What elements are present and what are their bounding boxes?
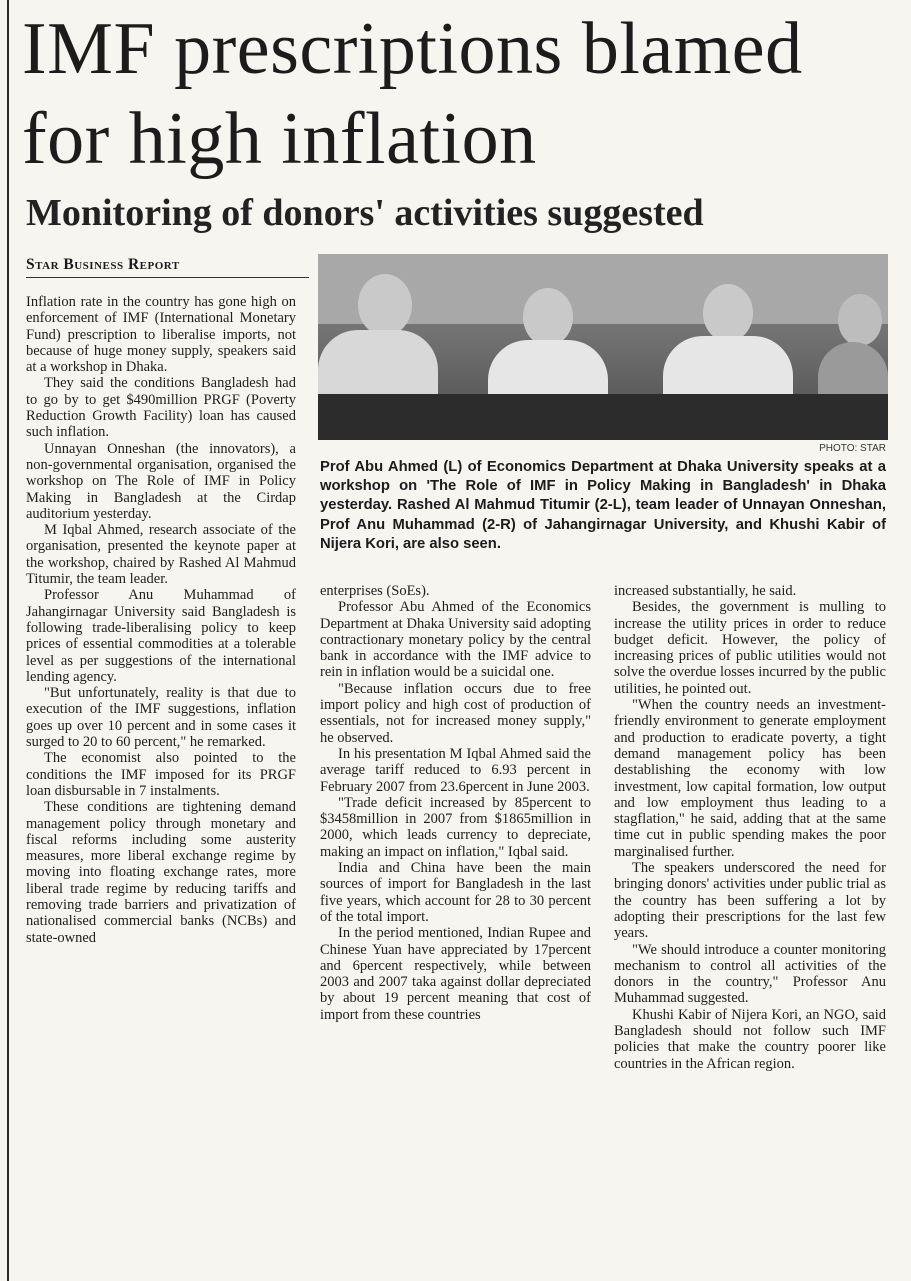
paragraph: Professor Abu Ahmed of the Economics Department at Dhaka University said adopting contractionary monetary policy by the central bank in accordance with the IMF advice to rein in inflation would be a suicidal one. (320, 599, 591, 681)
paragraph: enterprises (SoEs). (320, 583, 430, 599)
paragraph: "Trade deficit increased by 85percent to $3458million in 2007 from $1865million in 2000, which leads currency to depreciate, making an impact on inflation," Iqbal said. (320, 794, 591, 860)
column-rule (7, 0, 9, 1281)
article-column-1 (26, 294, 296, 946)
photo-credit: PHOTO: STAR (819, 443, 886, 454)
paragraph: Besides, the government is mulling to increase the utility prices in order to reduce budget deficit. However, the policy of increasing prices of public utilities would not solve the overdue losses incurred by the public utilities, he pointed out. (614, 599, 886, 697)
paragraph: Khushi Kabir of Nijera Kori, an NGO, said Bangladesh should not follow such IMF policies that make the country poorer like countries in the African region. (614, 1006, 886, 1072)
workshop-photo (318, 254, 888, 440)
paragraph: Inflation rate in the country has gone high on enforcement of IMF (International Monetary Fund) prescription to liberalise imports, not because of huge money supply, speakers said at a workshop in Dhaka. (26, 294, 296, 376)
paragraph: These conditions are tightening demand management policy through monetary and fiscal reforms including some austerity measures, more liberal exchange regime by moving into floating exchange rates, more liberal trade regime by reducing tariffs and removing trade barriers and privatization of nationalised commercial banks (NCBs) and state-owned (26, 799, 296, 946)
paragraph: "We should introduce a counter monitoring mechanism to control all activities of the donors in the country," Professor Anu Muhammad suggested. (614, 941, 886, 1007)
photo-caption: Prof Abu Ahmed (L) of Economics Department at Dhaka University speaks at a workshop on 'The Role of IMF in Policy Making in Bangladesh' in Dhaka yesterday. Rashed Al Mahmud Titumir (2-L), team leader of Unnayan Onneshan, Prof Anu Muhammad (2-R) of Jahangirnagar University, and Khushi Kabir of Nijera Kori, are also seen. (320, 459, 886, 552)
paragraph: India and China have been the main sources of import for Bangladesh in the last five years, which account for 28 to 30 percent of the total import. (320, 860, 591, 925)
headline: IMF prescriptions blamed for high inflation (22, 8, 803, 180)
paragraph: In the period mentioned, Indian Rupee and Chinese Yuan have appreciated by 17percent and 6percent respectively, while between 2003 and 2007 taka against dollar depreciated by about 19 percent meaning that cost of import from these countries (320, 925, 591, 1023)
article-column-3 (614, 583, 886, 1072)
paragraph: increased substantially, he said. (614, 583, 797, 599)
paragraph: "When the country needs an investment-friendly environment to generate employment and production to eradicate poverty, a tight demand management policy has been destablishing the economy with low investment, low capital formation, low output and low employment thus leading to a stagflation," he said, adding that at the same time cut in public spending makes the poor marginalised further. (614, 697, 886, 860)
byline: Star Business Report (26, 256, 309, 278)
paragraph: "But unfortunately, reality is that due to execution of the IMF suggestions, inflation goes up over 10 percent and in some cases it surged to 20 to 60 percent," he remarked. (26, 685, 296, 751)
paragraph: M Iqbal Ahmed, research associate of the organisation, presented the keynote paper at the workshop, chaired by Rashed Al Mahmud Titumir, the team leader. (26, 522, 296, 588)
paragraph: In his presentation M Iqbal Ahmed said the average tariff reduced to 6.93 percent in February 2007 from 23.6percent in June 2003. (320, 745, 591, 795)
photo-table (318, 394, 888, 440)
paragraph: "Because inflation occurs due to free import policy and high cost of production of essentials, not for increased money supply," he observed. (320, 680, 591, 746)
paragraph: The speakers underscored the need for bringing donors' activities under public trial as the country has been suffering a lot by adopting their prescriptions for the last few years. (614, 860, 886, 942)
paragraph: The economist also pointed to the conditions the IMF imposed for its PRGF loan disbursable in 7 instalments. (26, 750, 296, 799)
paragraph: They said the conditions Bangladesh had to go by to get $490million PRGF (Poverty Reduction Growth Facility) loan has caused such inflation. (26, 375, 296, 441)
paragraph: Professor Anu Muhammad of Jahangirnagar University said Bangladesh is following trade-liberalising policy to keep prices of essential commodities at a tolerable level as per suggestions of the international lending agency. (26, 587, 296, 685)
subheadline: Monitoring of donors' activities suggested (26, 192, 704, 234)
paragraph: Unnayan Onneshan (the innovators), a non-governmental organisation, organised the workshop on The Role of IMF in Policy Making in Bangladesh at the Cirdap auditorium yesterday. (26, 440, 296, 522)
article-column-2 (320, 583, 591, 1023)
